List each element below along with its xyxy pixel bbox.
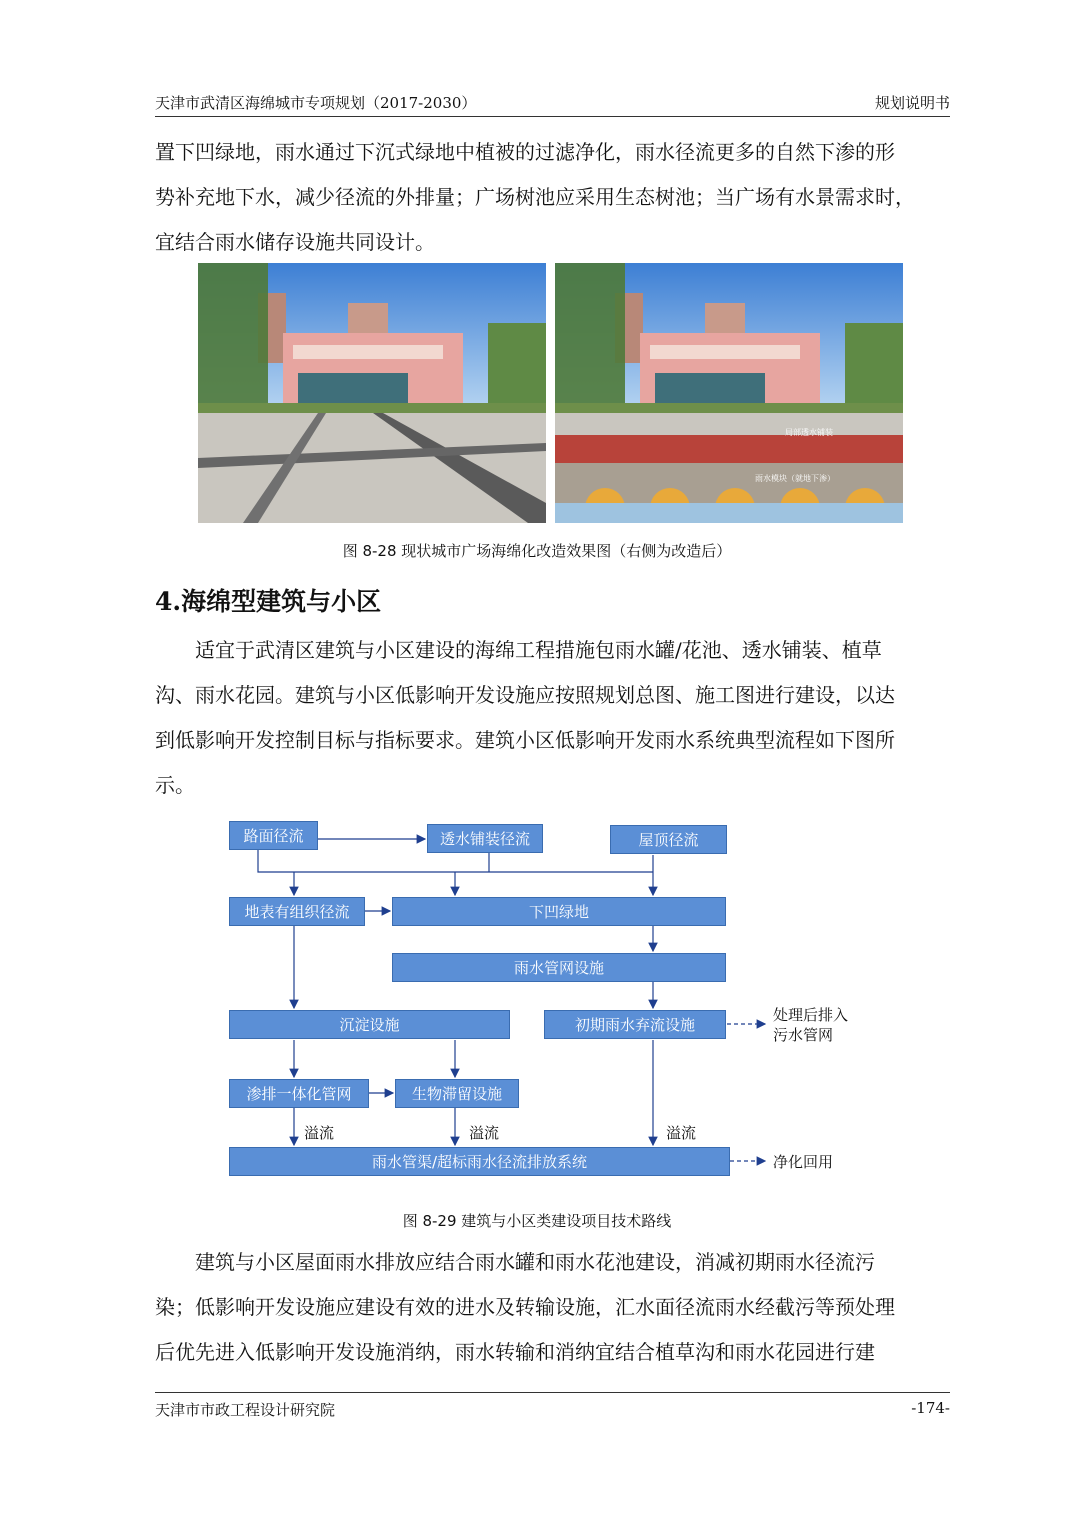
flow-main-drain: 雨水管渠/超标雨水径流排放系统: [229, 1147, 730, 1176]
flow-sedimentation: 沉淀设施: [229, 1010, 510, 1039]
figure-28-caption: 图 8-28 现状城市广场海绵化改造效果图（右侧为改造后）: [342, 542, 732, 560]
text-line: 后优先进入低影响开发设施消纳，雨水转输和消纳宜结合植草沟和雨水花园进行建: [155, 1340, 875, 1364]
text-line: 染；低影响开发设施应建设有效的进水及转输设施，汇水面径流雨水经截污等预处理: [155, 1295, 895, 1319]
flow-first-flush: 初期雨水弃流设施: [544, 1010, 726, 1039]
flow-bio-retention: 生物滞留设施: [395, 1079, 519, 1108]
overflow-label: 溢流: [666, 1124, 697, 1142]
flow-pipe-network: 雨水管网设施: [392, 953, 726, 982]
section-heading: 4.海绵型建筑与小区: [155, 587, 382, 616]
text-line: 到低影响开发控制目标与指标要求。建筑小区低影响开发雨水系统典型流程如下图所: [155, 728, 895, 752]
flow-sunken-green: 下凹绿地: [392, 897, 726, 926]
text-line: 适宜于武清区建筑与小区建设的海绵工程措施包雨水罐/花池、透水铺装、植草: [195, 638, 882, 662]
paragraph-3: [155, 1240, 950, 1375]
footer-org: 天津市市政工程设计研究院: [155, 1401, 336, 1419]
treated-discharge-line: 处理后排入: [773, 1006, 849, 1024]
header-doc-type: 规划说明书: [874, 94, 950, 112]
text-line: 建筑与小区屋面雨水排放应结合雨水罐和雨水花池建设，消减初期雨水径流污: [195, 1250, 875, 1274]
flow-infiltration-pipe: 渗排一体化管网: [229, 1079, 369, 1108]
flow-roof-runoff: 屋顶径流: [610, 825, 727, 854]
header-title: 天津市武清区海绵城市专项规划（2017-2030）: [155, 94, 477, 112]
page-footer: [155, 1392, 950, 1423]
figure-29-caption: 图 8-29 建筑与小区类建设项目技术路线: [402, 1212, 672, 1230]
treated-discharge-label: [773, 1005, 848, 1045]
text-line: 示。: [155, 773, 195, 797]
flow-road-runoff: 路面径流: [229, 821, 318, 850]
text-line: 势补充地下水，减少径流的外排量；广场树池应采用生态树池；当广场有水景需求时，: [155, 185, 915, 209]
photo-label-paving: 局部透水铺装: [785, 428, 833, 437]
text-line: 沟、雨水花园。建筑与小区低影响开发设施应按照规划总图、施工图进行建设，以达: [155, 683, 895, 707]
text-line: 宜结合雨水储存设施共同设计。: [155, 230, 435, 254]
purify-reuse-label: 净化回用: [773, 1153, 834, 1171]
overflow-label: 溢流: [469, 1124, 500, 1142]
page-number: -174-: [911, 1399, 950, 1417]
text-line: 置下凹绿地，雨水通过下沉式绿地中植被的过滤净化，雨水径流更多的自然下渗的形: [155, 140, 895, 164]
treated-discharge-line: 污水管网: [773, 1026, 834, 1044]
overflow-label: 溢流: [304, 1124, 335, 1142]
photo-label-storage: 雨水模块（就地下渗）: [755, 474, 835, 483]
flow-surface-runoff: 地表有组织径流: [229, 897, 365, 926]
flow-permeable-runoff: 透水铺装径流: [427, 824, 543, 853]
